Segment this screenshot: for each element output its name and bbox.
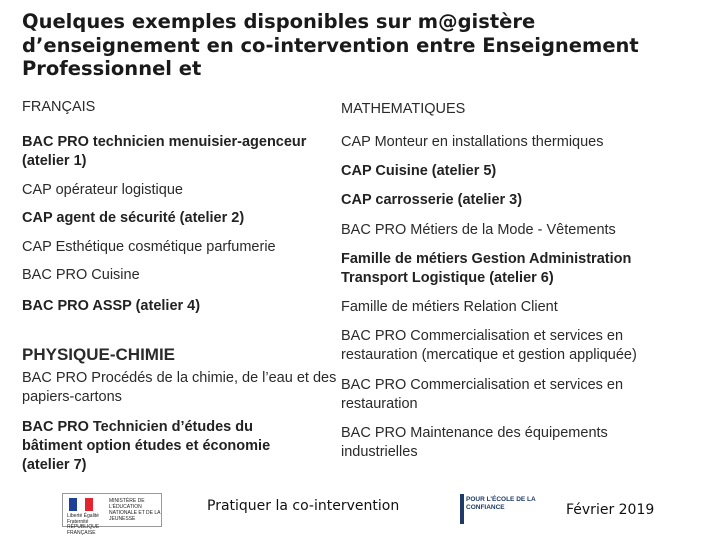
page-title: Quelques exemples disponibles sur m@gistère d’enseignement en co-intervention entre Enseignement Professionnel et [22, 10, 639, 80]
list-item-math-2: CAP Cuisine (atelier 5) [341, 163, 497, 179]
list-item-math-3: CAP carrosserie (atelier 3) [341, 192, 523, 208]
list-item-math-1: CAP Monteur en installations thermiques [341, 134, 604, 150]
list-item-francais-4: CAP Esthétique cosmétique parfumerie [22, 239, 276, 255]
list-item-francais-5: BAC PRO Cuisine [22, 267, 140, 283]
list-item-math-8: BAC PRO Commercialisation et services en restauration [341, 377, 624, 412]
list-item-math-7: BAC PRO Commercialisation et services en restauration (mercatique et gestion appliquée) [341, 328, 637, 363]
french-flag-icon [69, 498, 93, 511]
list-item-physique-1: BAC PRO Procédés de la chimie, de l’eau et des papiers-cartons [22, 370, 337, 405]
list-item-math-9: BAC PRO Maintenance des équipements industrielles [341, 425, 608, 460]
republic-label: Liberté Égalité Fraternité RÉPUBLIQUE FRANÇAISE [67, 513, 100, 536]
ecole-confiance-logo [460, 494, 552, 524]
ministry-logo [62, 493, 162, 536]
list-item-math-5: Famille de métiers Gestion Administration Transport Logistique (atelier 6) [341, 251, 632, 286]
list-item-math-4: BAC PRO Métiers de la Mode - Vêtements [341, 222, 616, 238]
heading-physique-chimie: PHYSIQUE-CHIMIE [22, 345, 176, 364]
list-item-francais-1: BAC PRO technicien menuisier-agenceur (atelier 1) [22, 134, 307, 169]
ministry-label: MINISTÈRE DE L’ÉDUCATION NATIONALE ET DE LA JEUNESSE [109, 498, 161, 522]
logo-bar [460, 494, 464, 524]
list-item-math-6: Famille de métiers Relation Client [341, 299, 558, 315]
heading-mathematiques: MATHEMATIQUES [341, 101, 466, 117]
footer-center: Pratiquer la co-intervention [207, 498, 400, 514]
footer-date: Février 2019 [566, 502, 655, 518]
list-item-francais-2: CAP opérateur logistique [22, 182, 183, 198]
ecole-confiance-label: POUR L’ÉCOLE DE LA CONFIANCE [466, 496, 536, 511]
heading-francais: FRANÇAIS [22, 99, 96, 115]
list-item-physique-2: BAC PRO Technicien d’études du bâtiment option études et économie (atelier 7) [22, 419, 271, 473]
list-item-francais-6: BAC PRO ASSP (atelier 4) [22, 298, 201, 314]
list-item-francais-3: CAP agent de sécurité (atelier 2) [22, 210, 245, 226]
